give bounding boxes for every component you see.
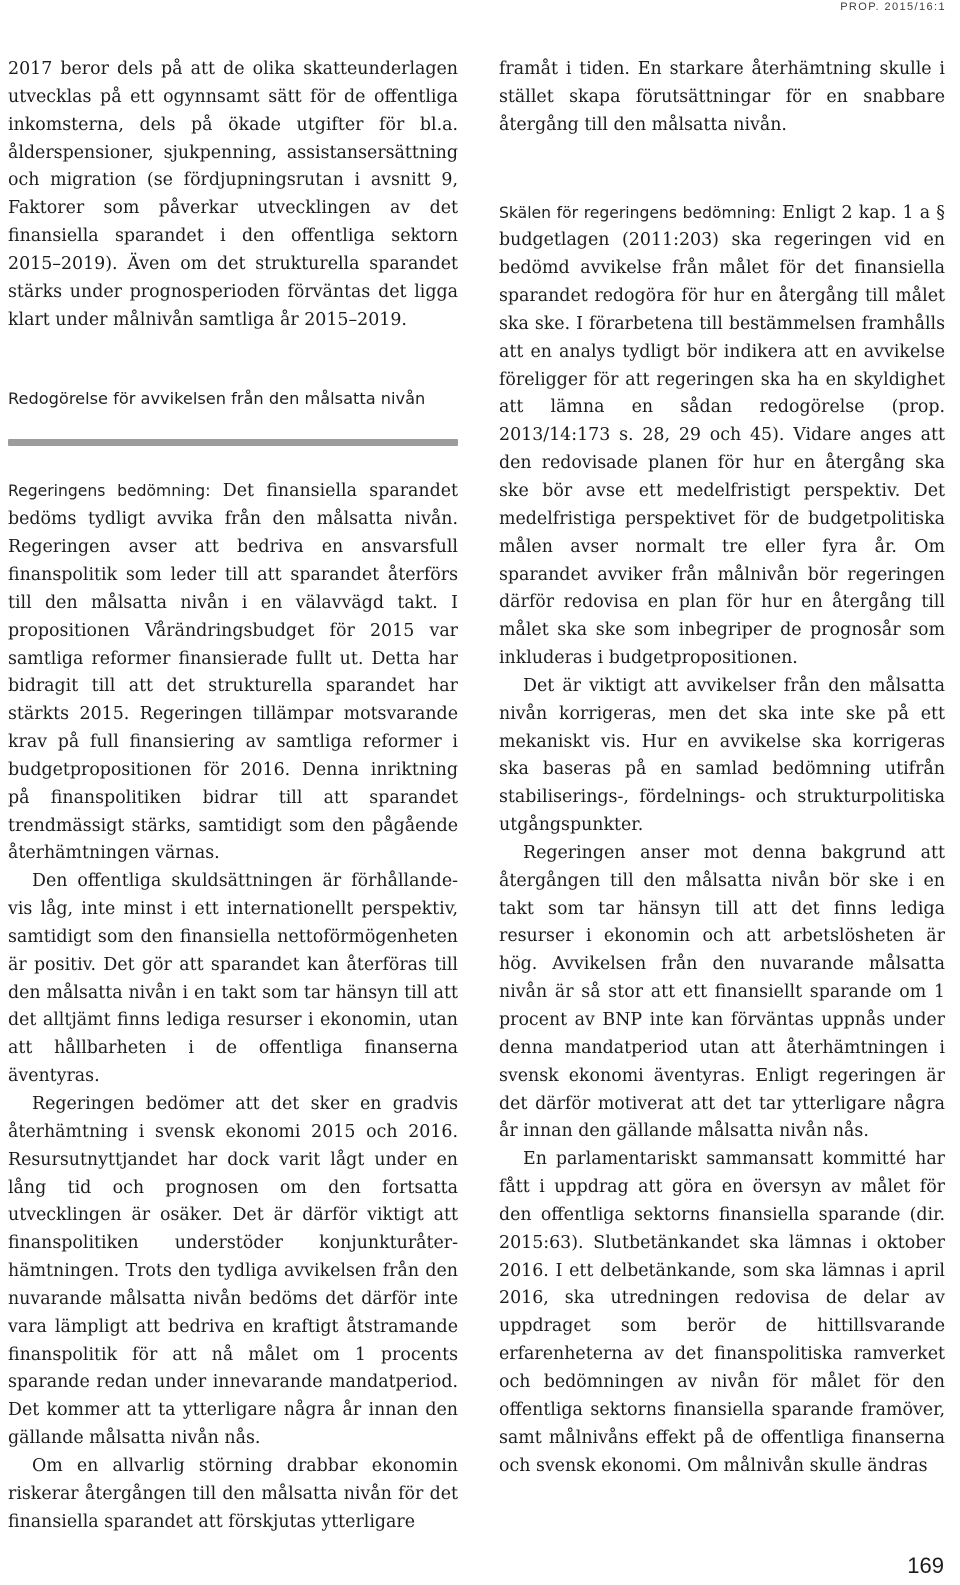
left-paragraph-4: Om en allvarlig störning drabbar ekonomin riskerar återgången till den målsatta nivån för det finansiella sparandet att förskjutas ytterligare xyxy=(8,1455,458,1532)
reasons-text: Enligt 2 kap. 1 a § budgetlagen (2011:203) ska regeringen vid en bedömd avvikelse från målet för det finansiella sparandet redogöra för hur en återgång till målet ska ske. I förarbetena till bestämmelsen framhålls att en analys tydligt bör indikera att en avvikelse föreligger för att regeringen ska ha en skyldighet att lämna en sådan redogörelse (prop. 2013/14:173 s. 28, 29 och 45). Vidare anges att den redovisade planen för hur en återgång ska ske bör avse ett medelfristigt perspektiv. Det medelfristiga perspektivet för de budgetpolitiska målen avser normalt tre eller fyra år. Om sparandet avviker från målnivån bör regeringen därför redovisa en plan för hur en återgång till målet ska ske som inbegriper de prognosår som inkluderas i budgetpropositionen. xyxy=(499,202,945,669)
reasons-paragraph xyxy=(499,200,945,673)
section-heading: Redogörelse för avvikelsen från den målsatta nivån xyxy=(8,389,426,409)
section-divider xyxy=(8,439,458,446)
right-paragraph-3: Regeringen anser mot denna bakgrund att återgången till den målsatta nivån bör ske i en takt som tar hänsyn till att det finns lediga resurser i ekonomin och att arbetslösheten är hög. Avvikelsen från den nuvarande målsatta nivån är så stor att ett finansiellt sparande om 1 procent av BNP inte kan förväntas uppnås under denna mandatperiod utan att återhämtningen i svensk ekonomi äventyras. Enligt regeringen är det därför motiverat att det tar ytterligare några år innan den gällande målsatta nivån nås. xyxy=(499,842,945,1142)
assessment-label: Regeringens bedömning: xyxy=(8,482,211,501)
running-header: PROP. 2015/16:1 xyxy=(840,1,946,13)
page-number: 169 xyxy=(907,1553,944,1578)
reasons-label: Skälen för regeringens bedömning: xyxy=(499,203,776,222)
left-column xyxy=(8,56,458,1537)
paragraph-spacer xyxy=(499,140,945,200)
right-paragraph-1: framåt i tiden. En starkare återhämtning skulle i stället skapa förutsättningar för en snabbare återgång till den målsatta nivån. xyxy=(499,59,945,135)
assessment-text: Det finansiella sparandet bedöms tydligt avvika från den målsatta nivån. Regeringen avser att bedriva en ansvarsfull finanspolitik som leder till att sparandet återförs till den målsatta nivån i en välavvägd takt. I propositionen Vårändringsbudget för 2015 var samtliga reformer finansierade fullt ut. Detta har bidragit till att det strukturella sparandet har stärkts 2015. Regeringen tillämpar motsvarande krav på full finansiering av samtliga reformer i budgetpropositionen för 2016. Denna inriktning på finanspolitiken bidrar till att sparandet trendmässigt stärks, samtidigt som den pågående återhämtningen värnas. xyxy=(8,481,458,864)
right-paragraph-2: Det är viktigt att avvikelser från den målsatta nivån korrigeras, men det ska inte ske på ett mekaniskt vis. Hur en avvikelse ska korrigeras ska baseras på en samlad bedömning utifrån stabiliserings-, fördelnings- och strukturpolitiska utgångspunkter. xyxy=(499,675,945,836)
assessment-paragraph xyxy=(8,478,458,868)
right-column xyxy=(499,56,945,1480)
left-paragraph-1: 2017 beror dels på att de olika skatteunderlagen utvecklas på ett ogynnsamt sätt för de offentliga inkomsterna, dels på ökade utgifter för bl.a. ålderspensioner, sjukpenning, assistansersättning och migration (se fördjupningsrutan i avsnitt 9, Faktorer som påverkar utvecklingen av det finansiella sparandet i den offentliga sektorn 2015–2019). Även om det strukturella sparandet stärks under prognosperioden förväntas det ligga klart under målnivån samtliga år 2015–2019. xyxy=(8,59,458,330)
left-paragraph-3: Regeringen bedömer att det sker en gradvis återhämtning i svensk ekonomi 2015 och 2016. Resursutnyttjandet har dock varit lågt under en lång tid och prognosen om den fortsatta utvecklingen är osäker. Det är därför viktigt att finanspolitiken understöder konjunkturåterhämtningen. Trots den tydliga avvikelsen från den nuvarande målsatta nivån bedöms det därför inte vara lämpligt att bedriva en kraftigt åtstramande finanspolitik för att nå målet om 1 procents sparande redan under innevarande mandatperiod. Det kommer att ta ytterligare några år innan den gällande målsatta nivån nås. xyxy=(8,1094,458,1449)
right-paragraph-4: En parlamentariskt sammansatt kommitté har fått i uppdrag att göra en översyn av målet för den offentliga sektorns finansiella sparande (dir. 2015:63). Slutbetänkandet ska lämnas i oktober 2016. I ett delbetänkande, som ska lämnas i april 2016, ska utredningen redovisa de delar av uppdraget som berör de hittillsvarande erfarenheterna av det finanspolitiska ramverket och bedömningen av nivån för målet för den offentliga sektorns finansiella sparande framöver, samt målnivåns effekt på de offentliga finanserna och svensk ekonomi. Om målnivån skulle ändras xyxy=(499,1149,945,1476)
left-paragraph-2: Den offentliga skuldsättningen är förhållandevis låg, inte minst i ett internationellt perspektiv, samtidigt som den finansiella nettoförmögenheten är positiv. Det gör att sparandet kan återföras till den målsatta nivån i en takt som tar hänsyn till att det alltjämt finns lediga resurser i ekonomin, utan att hållbarheten i de offentliga finanserna äventyras. xyxy=(8,871,458,1087)
